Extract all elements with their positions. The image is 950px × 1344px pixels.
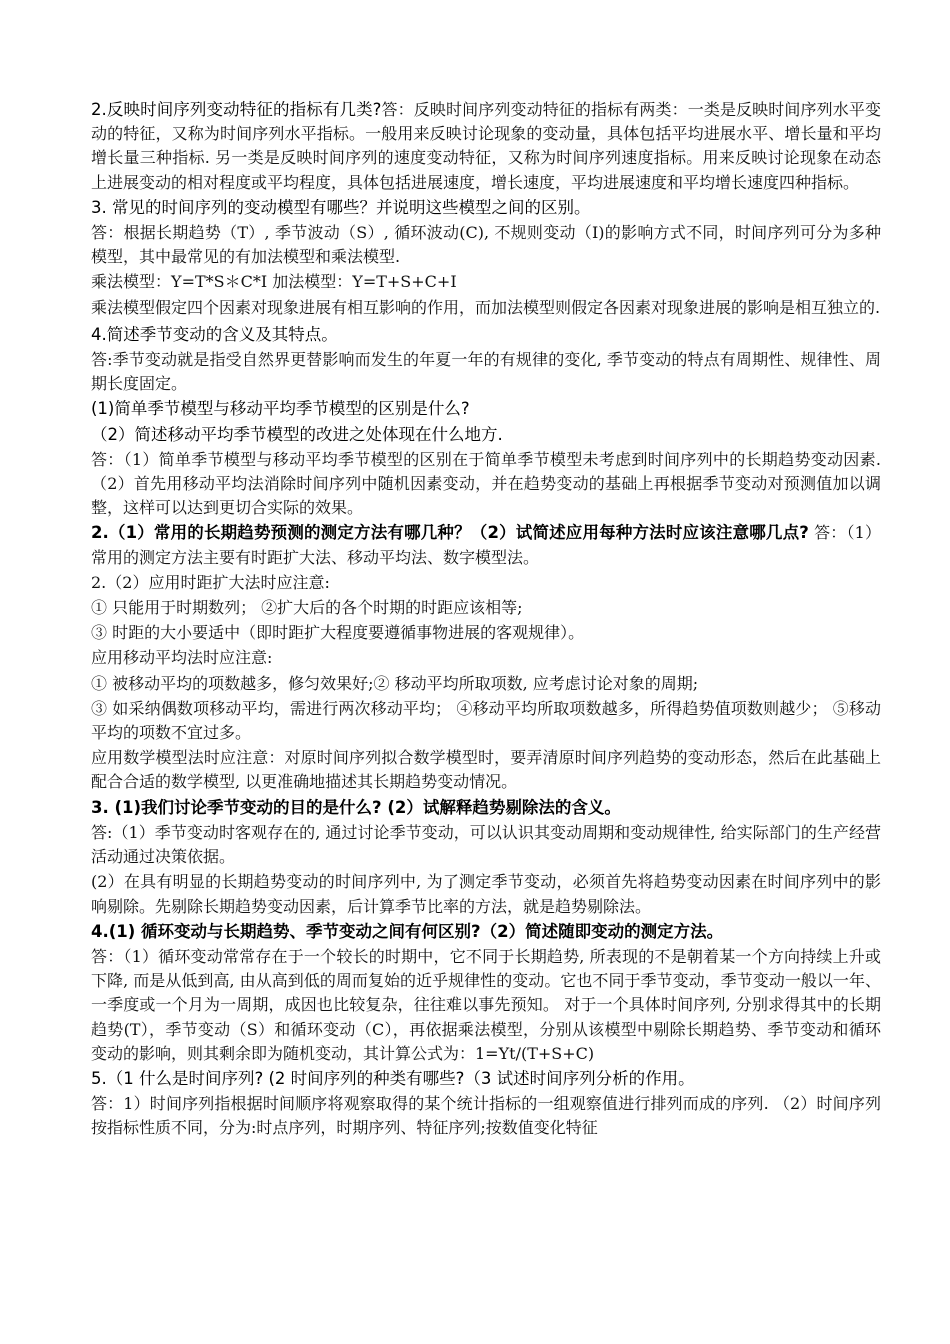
- question-heading: 2.（1）常用的长期趋势预测的测定方法有哪几种？（2）试简述应用每种方法时应该注意哪几点?: [91, 523, 809, 543]
- answer-text: 答：（1）常用的测定方法主要有时距扩大法、移动平均法、数字模型法。: [91, 523, 881, 567]
- answer-text: 应用数学模型法时应注意：对原时间序列拟合数学模型时，要弄清原时间序列趋势的变动形态，然后在此基础上配合合适的数学模型, 以更准确地描述其长期趋势变动情况。: [91, 748, 881, 792]
- list-item: ③ 如采纳偶数项移动平均，需进行两次移动平均； ④移动平均所取项数越多，所得趋势值项数则越少； ⑤移动平均的项数不宜过多。: [91, 698, 881, 743]
- answer-text: 2.（2）应用时距扩大法时应注意:: [91, 572, 330, 592]
- question-heading: 3. 常见的时间序列的变动模型有哪些？并说明这些模型之间的区别。: [91, 197, 591, 217]
- answer-text: 答：（1）循环变动常常存在于一个较长的时期中，它不同于长期趋势, 所表现的不是朝着某一个方向持续上升或下降, 而是从低到高, 由从高到低的周而复始的近乎规律性的变动。它也不同于季节变动，季节变动一般以一年、一季度或一个月为一周期，成因也比较复杂，往往难以事先预知。 对于一个具体时间序列, 分别求得其中的长期趋势(T），季节变动（S）和循环变动（C），再依据乘法模型，分别从该模型中剔除长期趋势、季节变动和循环变动的影响，则其剩余即为随机变动，其计算公式为：1=Yt/(T+S+C): [91, 946, 881, 1063]
- answer-text: 乘法模型假定四个因素对现象进展有相互影响的作用，而加法模型则假定各因素对现象进展的影响是相互独立的.: [91, 297, 881, 317]
- paragraph-11: [91, 521, 881, 569]
- answer-text: 应用移动平均法时应注意:: [91, 648, 273, 668]
- paragraph-1: [91, 98, 881, 195]
- list-item: ① 只能用于时期数列； ②扩大后的各个时期的时距应该相等;: [91, 598, 523, 618]
- question-heading: (1)简单季节模型与移动平均季节模型的区别是什么?: [91, 399, 470, 419]
- answer-text: 答：（1）简单季节模型与移动平均季节模型的区别在于简单季节模型未考虑到时间序列中的长期趋势变动因素. （2）首先用移动平均法消除时间序列中随机因素变动，并在趋势变动的基础上再根据季节变动对预测值加以调整，这样可以达到更切合实际的效果。: [91, 449, 881, 518]
- list-item: ③ 时距的大小要适中（即时距扩大程度要遵循事物进展的客观规律）。: [91, 623, 585, 643]
- question-heading: 4.简述季节变动的含义及其特点。: [91, 324, 338, 344]
- formula-line: 乘法模型：Y=T*S＊C*I 加法模型：Y=T+S+C+I: [91, 272, 457, 292]
- answer-text: 答:季节变动就是指受自然界更替影响而发生的年夏一年的有规律的变化, 季节变动的特点有周期性、规律性、周期长度固定。: [91, 350, 881, 394]
- answer-text: 答:（1）季节变动时客观存在的, 通过讨论季节变动，可以认识其变动周期和变动规律性, 给实际部门的生产经营活动通过决策依据。: [91, 822, 881, 867]
- document-page: [91, 98, 881, 1142]
- answer-text: 答：1）时间序列指根据时间顺序将观察取得的某个统计指标的一组观察值进行排列而成的序列. （2）时间序列按指标性质不同，分为:时点序列，时期序列、特征序列;按数值变化特征: [91, 1094, 881, 1138]
- question-heading: （2）简述移动平均季节模型的改进之处体现在什么地方.: [91, 424, 503, 444]
- question-heading: 2.反映时间序列变动特征的指标有几类?: [91, 100, 382, 119]
- answer-text: 答：反映时间序列变动特征的指标有两类：一类是反映时间序列水平变动的特征，又称为时间序列水平指标。一般用来反映讨论现象的变动量，具体包括平均进展水平、增长量和平均增长量三种指标. 另一类是反映时间序列的速度变动特征，又称为时间序列速度指标。用来反映讨论现象在动态上进展变动的相对程度或平均程度，具体包括进展速度，增长速度，平均进展速度和平均增长速度四种指标。: [91, 100, 881, 192]
- list-item: ① 被移动平均的项数越多，修匀效果好;② 移动平均所取项数, 应考虑讨论对象的周期;: [91, 673, 699, 693]
- question-heading: 5.（1 什么是时间序列? (2 时间序列的种类有哪些?（3 试述时间序列分析的作用。: [91, 1068, 695, 1088]
- question-heading: 3. (1)我们讨论季节变动的目的是什么? (2）试解释趋势剔除法的含义。: [91, 797, 621, 817]
- question-heading: 4.(1) 循环变动与长期趋势、季节变动之间有何区别?（2）简述随即变动的测定方法。: [91, 921, 724, 941]
- answer-text: (2）在具有明显的长期趋势变动的时间序列中, 为了测定季节变动，必须首先将趋势变动因素在时间序列中的影响剔除。先剔除长期趋势变动因素，后计算季节比率的方法，就是趋势剔除法。: [91, 872, 881, 916]
- answer-text: 答：根据长期趋势（T）, 季节波动（S）, 循环波动(C), 不规则变动（I)的影响方式不同，时间序列可分为多种模型，其中最常见的有加法模型和乘法模型.: [91, 223, 881, 267]
